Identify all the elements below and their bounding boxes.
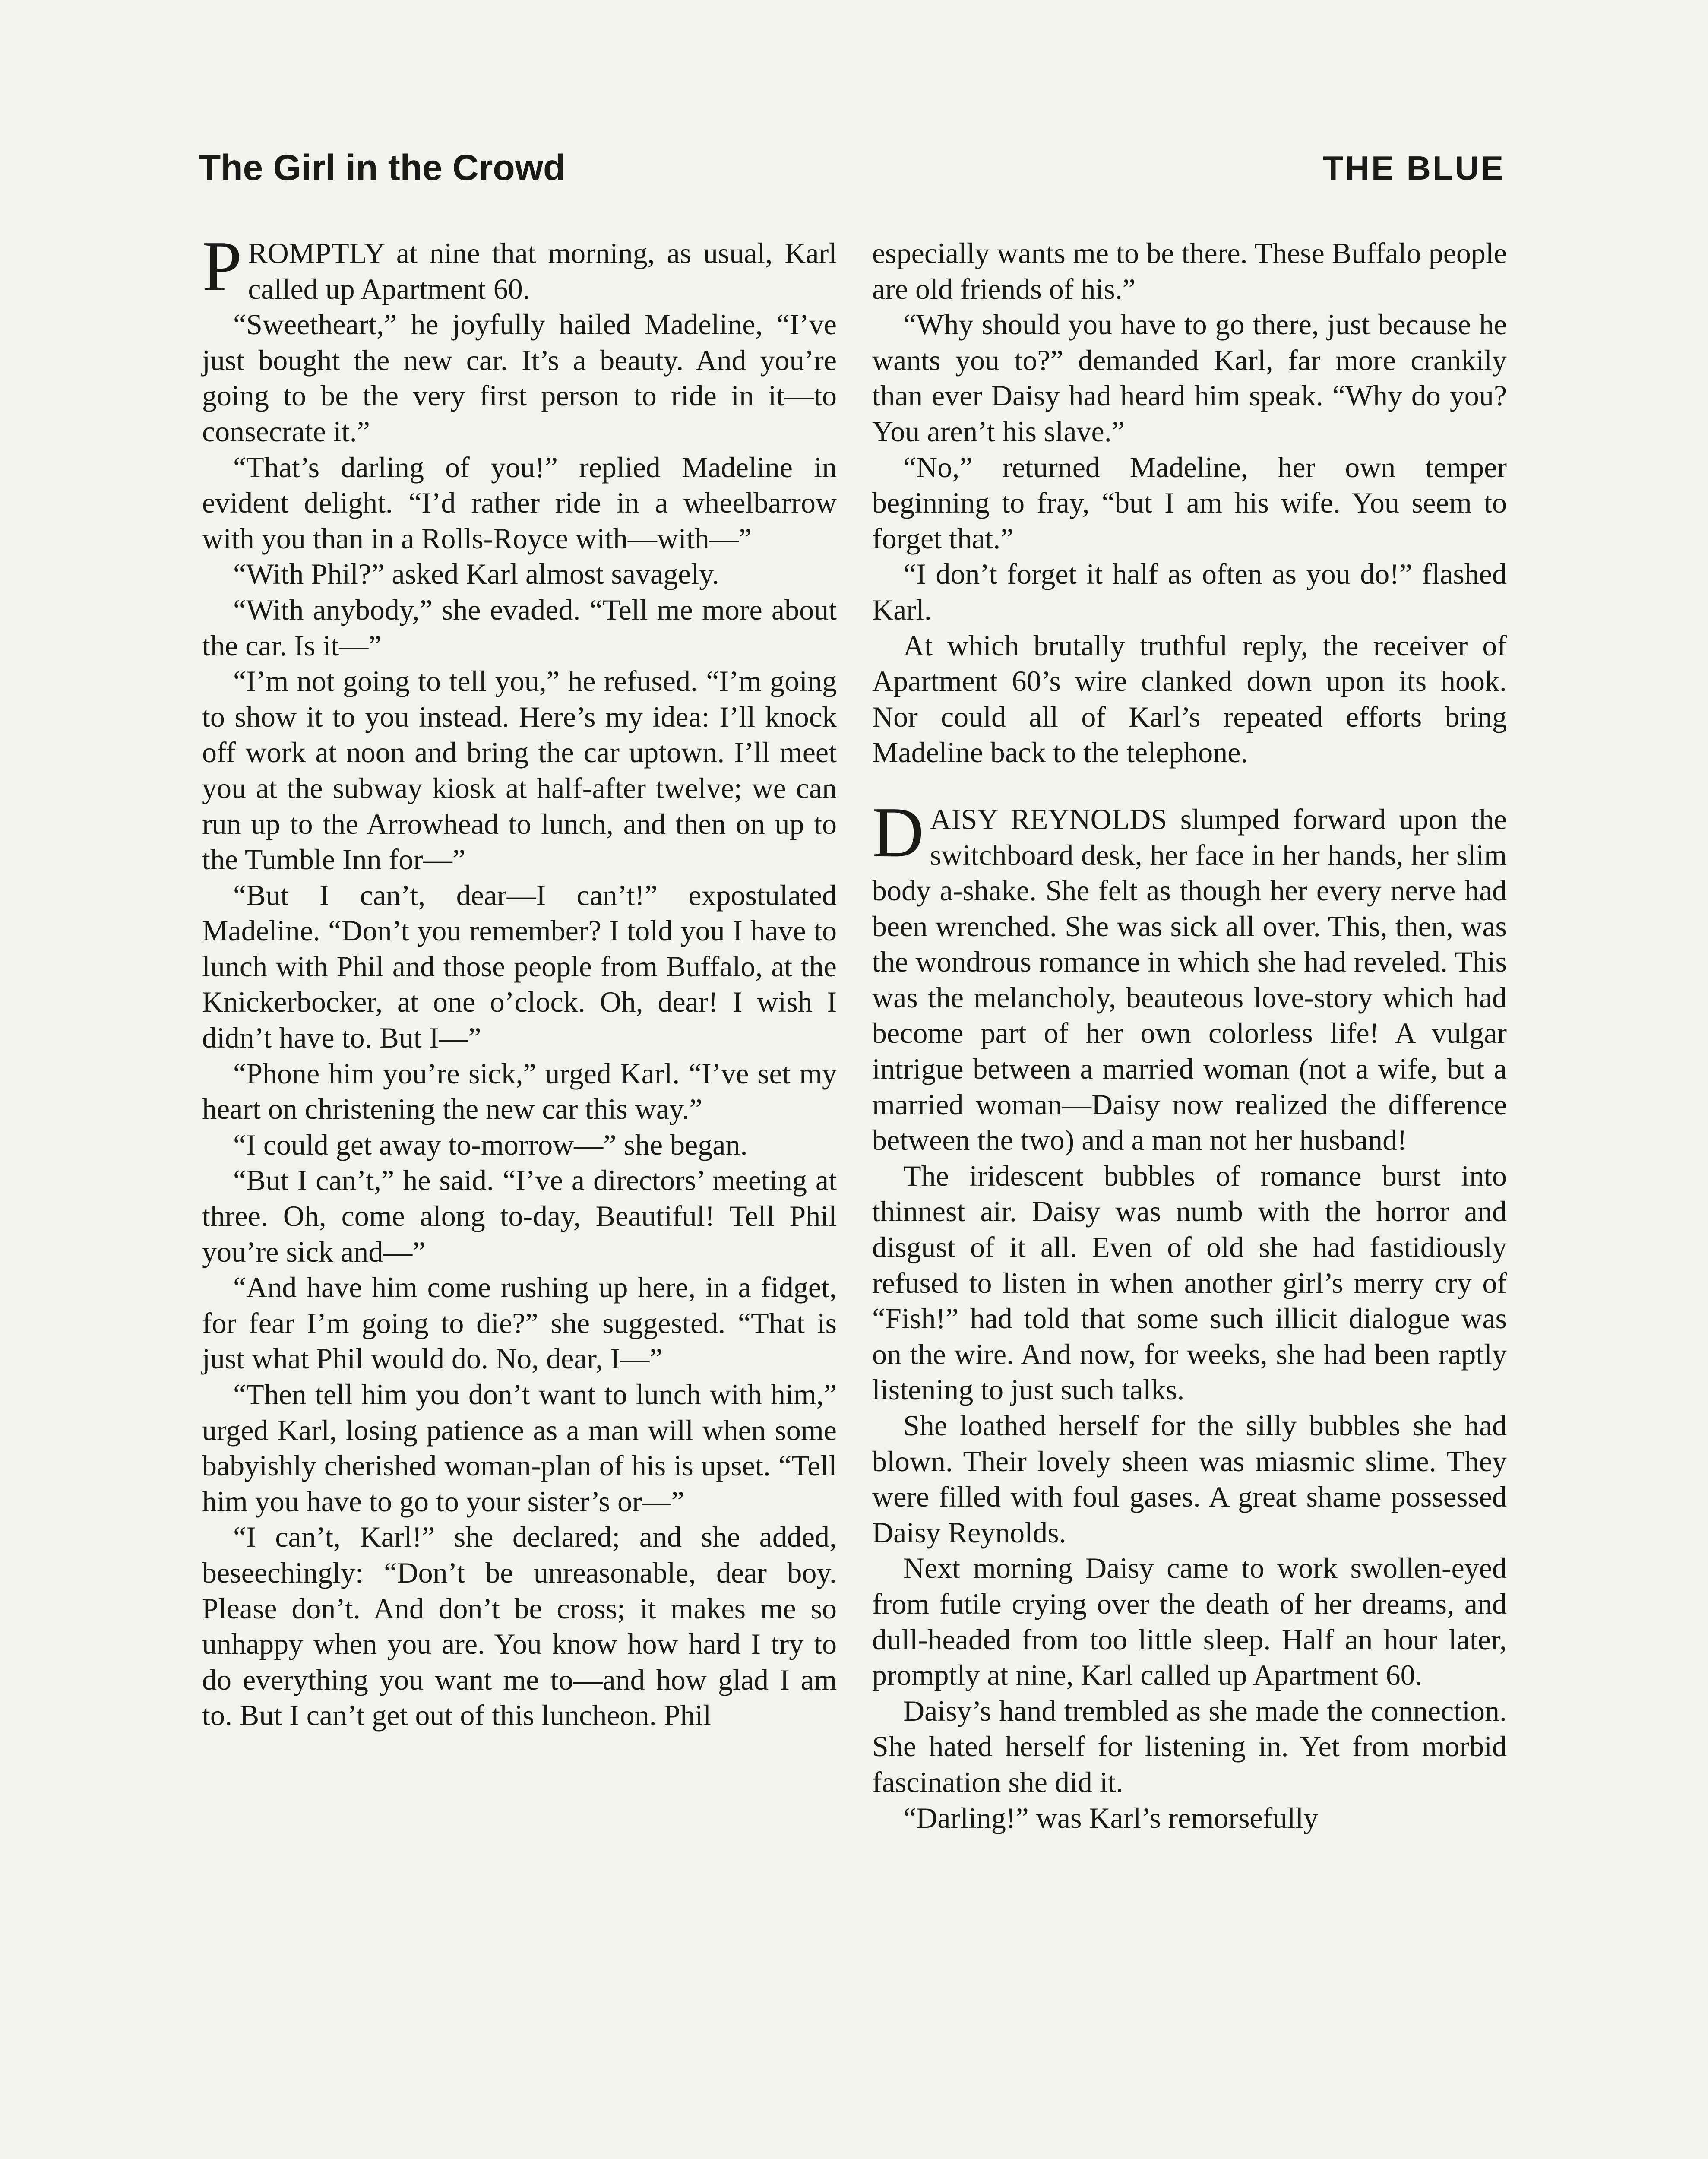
paragraph-opening <box>202 226 837 307</box>
left-column <box>202 226 837 1733</box>
paragraph: “With Phil?” asked Karl almost savagely. <box>233 557 719 591</box>
paragraph: “But I can’t, dear—I can’t!” expostulated Madeline. “Don’t you remember? I told you I have to lunch with Phil and those people from Buffalo, at the Knickerbocker, at one o’clock. Oh, dear! I wish I didn’t have to. But I—” <box>202 878 837 1054</box>
paragraph-text: AISY REYNOLDS slumped forward upon the switchboard desk, her face in her hands, her slim body a-shake. She felt as though her every nerve had been wrenched. She was sick all over. This, then, was the wondrous romance in which she had reveled. This was the melancholy, beauteous love-story which had become part of her own colorless life! A vulgar intrigue between a married woman (not a wife, but a married woman—Daisy now realized the difference between the two) and a man not her husband! <box>872 802 1507 1157</box>
paragraph: “Then tell him you don’t want to lunch with him,” urged Karl, losing patience as a man will when some babyishly cherished woman-plan of his is upset. “Tell him you have to go to your sister’s or—” <box>202 1378 837 1518</box>
paragraph: Next morning Daisy came to work swollen-eyed from futile crying over the death of her dreams, and dull-headed from too little sleep. Half an hour later, promptly at nine, Karl called up Apartment 60. <box>872 1551 1507 1692</box>
paragraph: “But I can’t,” he said. “I’ve a directors’ meeting at three. Oh, come along to-day, Beautiful! Tell Phil you’re sick and—” <box>202 1164 837 1268</box>
paragraph-text: ROMPTLY at nine that morning, as usual, Karl called up Apartment 60. <box>248 237 837 305</box>
paragraph: “Why should you have to go there, just because he wants you to?” demanded Karl, far more crankily than ever Daisy had heard him speak. “Why do you? You aren’t his slave.” <box>872 308 1507 448</box>
paragraph: “Phone him you’re sick,” urged Karl. “I’ve set my heart on christening the new car this way.” <box>202 1057 837 1126</box>
paragraph-continued: especially wants me to be there. These Buffalo people are old friends of his.” <box>872 237 1507 305</box>
paragraph: “Sweetheart,” he joyfully hailed Madeline, “I’ve just bought the new car. It’s a beauty. And you’re going to be the very first person to ride in it—to consecrate it.” <box>202 308 837 448</box>
section-break <box>872 770 1507 801</box>
right-column <box>872 235 1507 1836</box>
paragraph: She loathed herself for the silly bubbles she had blown. Their lovely sheen was miasmic slime. They were filled with foul gases. A great shame possessed Daisy Reynolds. <box>872 1409 1507 1549</box>
paragraph: “No,” returned Madeline, her own temper beginning to fray, “but I am his wife. You seem to forget that.” <box>872 450 1507 555</box>
running-header <box>199 147 1505 203</box>
paragraph: “I’m not going to tell you,” he refused. “I’m going to show it to you instead. Here’s my idea: I’ll knock off work at noon and bring the car uptown. I’ll meet you at the subway kiosk at half-after twelve; we can run up to the Arrowhead to lunch, and then on up to the Tumble Inn for—” <box>202 665 837 876</box>
paragraph: “With anybody,” she evaded. “Tell me more about the car. Is it—” <box>202 593 837 662</box>
drop-cap: D <box>872 792 924 872</box>
paragraph: “I can’t, Karl!” she declared; and she added, beseechingly: “Don’t be unreasonable, dear boy. Please don’t. And don’t be cross; it makes me so unhappy when you are. You know how hard I try to do everything you want me to—and how glad I am to. But I can’t get out of this luncheon. Phil <box>202 1520 837 1732</box>
paragraph: “I don’t forget it half as often as you do!” flashed Karl. <box>872 557 1507 626</box>
paragraph: “And have him come rushing up here, in a fidget, for fear I’m going to die?” she suggested. “That is just what Phil would do. No, dear, I—” <box>202 1271 837 1375</box>
paragraph: “I could get away to-morrow—” she began. <box>233 1128 748 1161</box>
magazine-name: THE BLUE <box>1323 149 1505 187</box>
story-title: The Girl in the Crowd <box>199 147 566 188</box>
drop-cap: P <box>202 226 242 306</box>
paragraph: Daisy’s hand trembled as she made the connection. She hated herself for listening in. Yet from morbid fascination she did it. <box>872 1694 1507 1798</box>
paragraph: At which brutally truthful reply, the receiver of Apartment 60’s wire clanked down upon its hook. Nor could all of Karl’s repeated efforts bring Madeline back to the telephone. <box>872 629 1507 769</box>
paragraph-section-opening <box>872 792 1507 1158</box>
paragraph: “Darling!” was Karl’s remorsefully <box>903 1801 1319 1834</box>
paragraph: “That’s darling of you!” replied Madeline in evident delight. “I’d rather ride in a wheelbarrow with you than in a Rolls-Royce with—with—” <box>202 450 837 555</box>
paragraph: The iridescent bubbles of romance burst into thinnest air. Daisy was numb with the horror and disgust of it all. Even of old she had fastidiously refused to listen in when another girl’s merry cry of “Fish!” had told that some such illicit dialogue was on the wire. And now, for weeks, she had been raptly listening to just such talks. <box>872 1159 1507 1406</box>
